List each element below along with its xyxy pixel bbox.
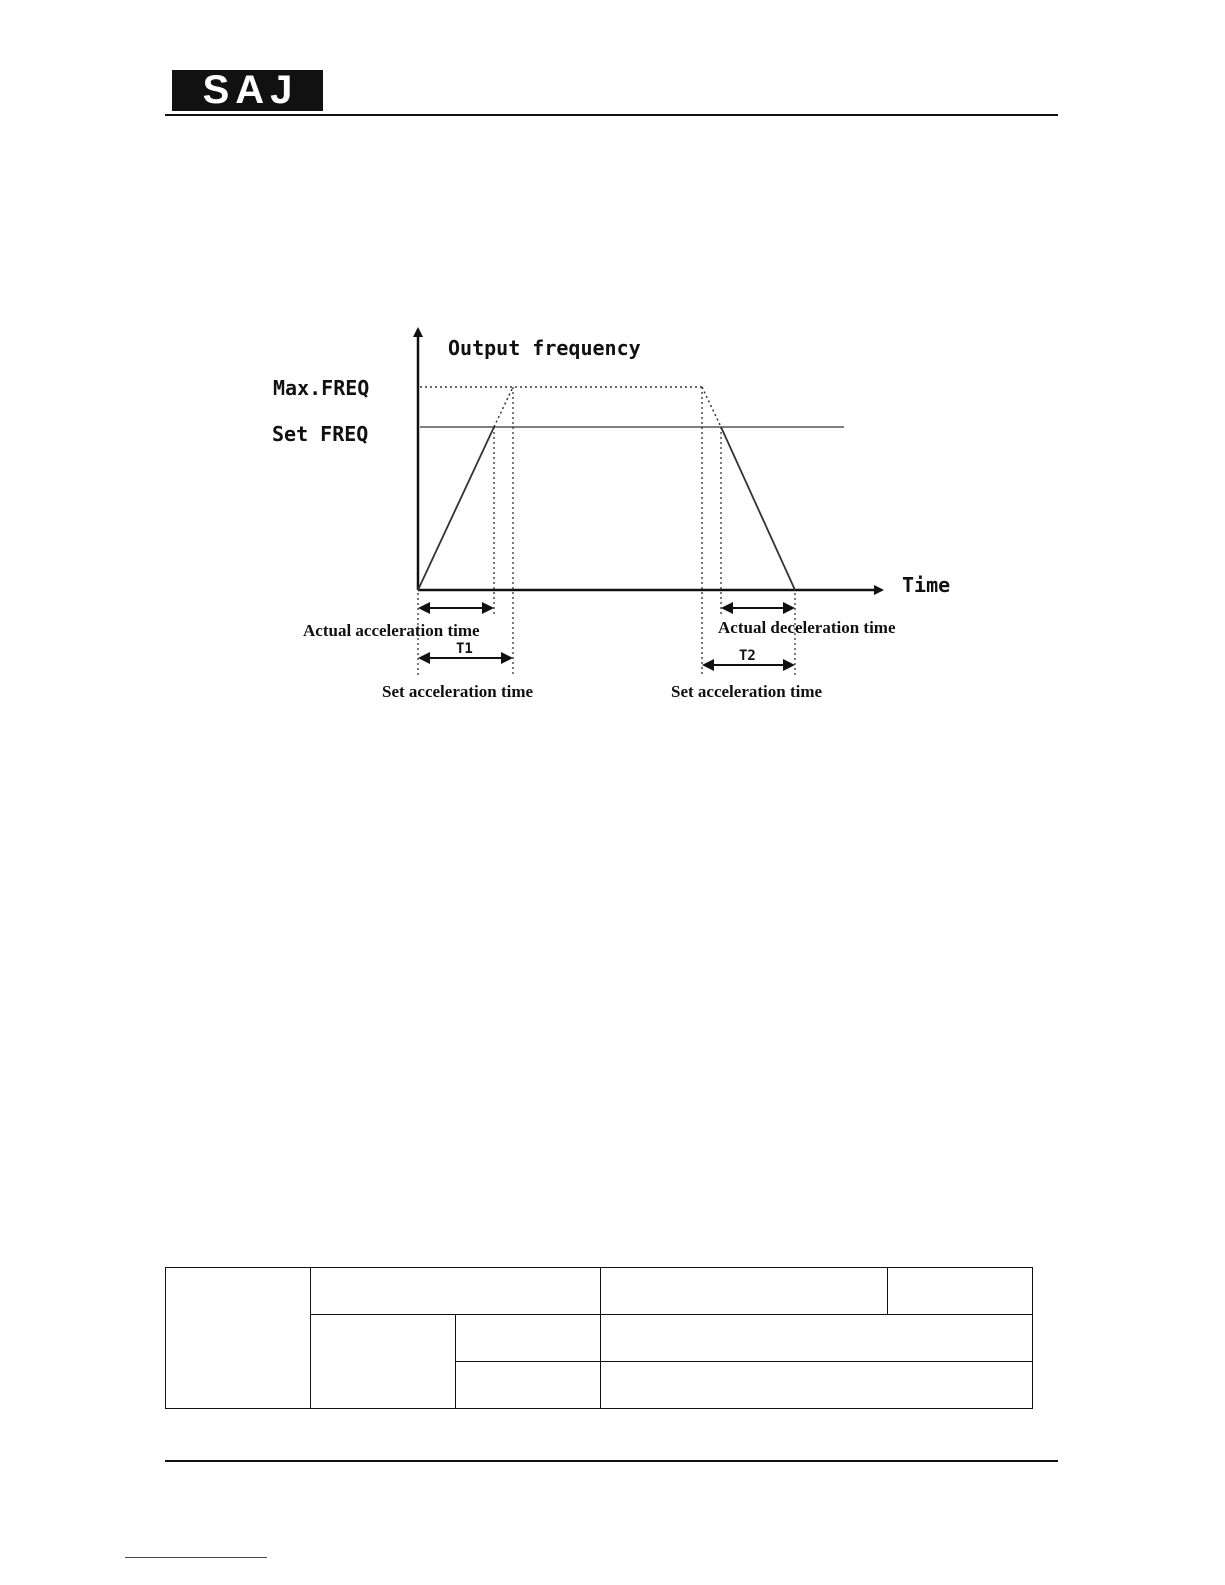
set-accel-label-right: Set acceleration time: [671, 682, 823, 701]
actual-ramp-down: [721, 427, 795, 590]
actual-accel-arrow: [418, 602, 494, 614]
y-axis-title: Output frequency: [448, 336, 641, 360]
table-cell: [166, 1268, 311, 1409]
table-cell: [311, 1315, 456, 1409]
max-freq-label: Max.FREQ: [273, 376, 370, 400]
set-accel-label-left: Set acceleration time: [382, 682, 534, 701]
actual-decel-label: Actual deceleration time: [718, 618, 896, 637]
actual-accel-label: Actual acceleration time: [303, 621, 480, 640]
footer-divider: [165, 1460, 1058, 1462]
acceleration-diagram: [260, 315, 980, 715]
table-cell: [601, 1315, 1033, 1362]
set-freq-label: Set FREQ: [272, 422, 369, 446]
logo-text: SAJ: [202, 68, 299, 112]
table-cell: [888, 1268, 1033, 1315]
footer-link-underline[interactable]: [125, 1557, 267, 1558]
table-cell: [601, 1268, 888, 1315]
t1-label: T1: [456, 641, 473, 657]
set-ramp-down-dotted: [702, 387, 721, 427]
table-cell: [456, 1362, 601, 1409]
document-info-table: [165, 1267, 1033, 1409]
table-cell: [601, 1362, 1033, 1409]
set-ramp-up-dotted: [494, 387, 513, 427]
table-row: [166, 1268, 1033, 1315]
t2-label: T2: [739, 648, 756, 664]
table-cell: [456, 1315, 601, 1362]
actual-ramp-up: [418, 427, 494, 590]
saj-logo: [172, 70, 323, 111]
actual-decel-arrow: [721, 602, 795, 614]
x-axis-title: Time: [902, 573, 951, 597]
table-cell: [311, 1268, 601, 1315]
header-divider: [165, 114, 1058, 116]
